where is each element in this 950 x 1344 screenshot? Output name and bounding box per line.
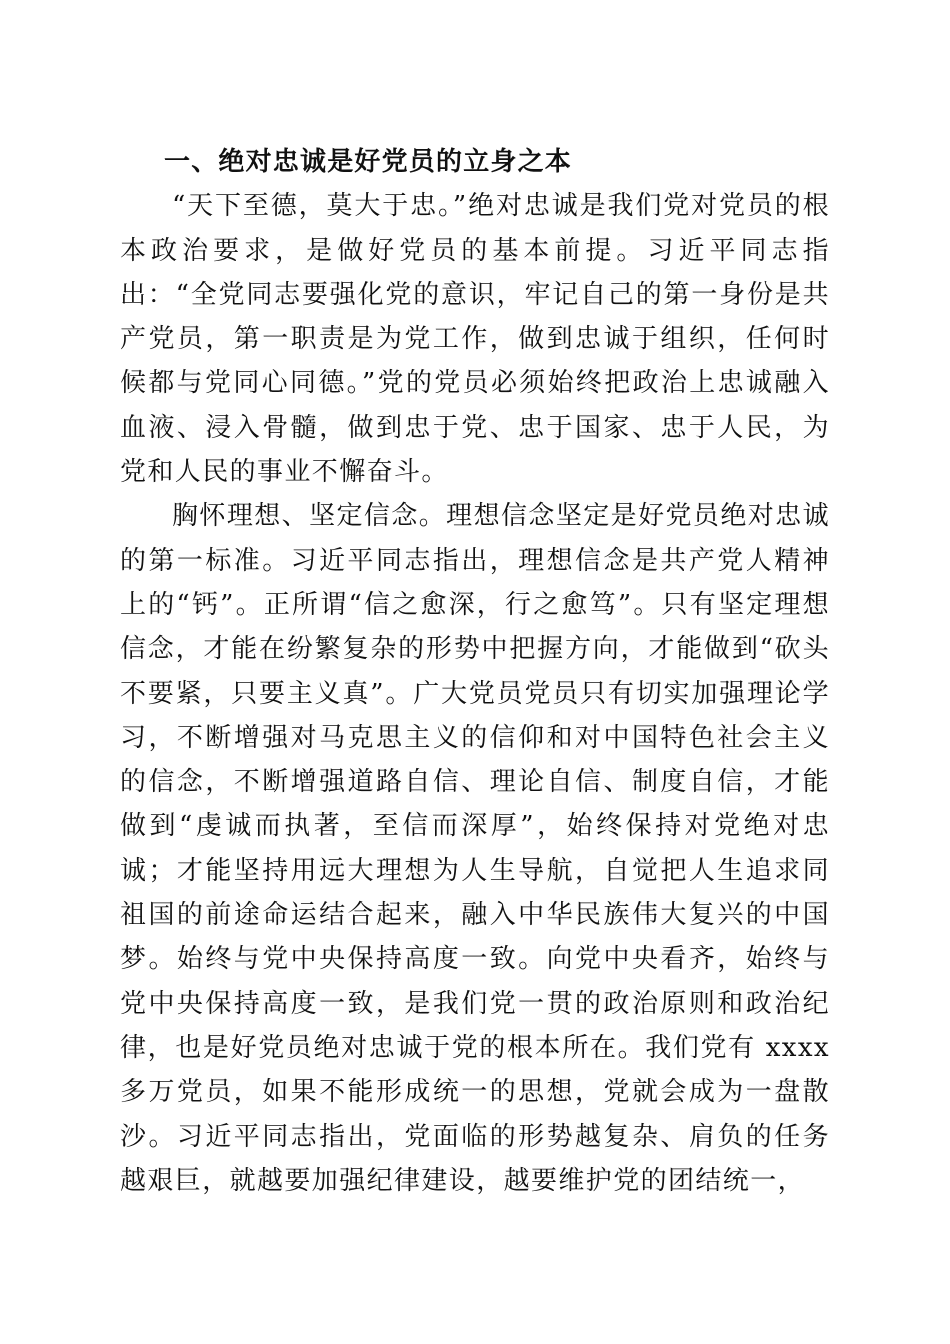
document-body <box>120 140 830 1203</box>
section-heading: 一、绝对忠诚是好党员的立身之本 <box>164 147 573 177</box>
paragraph-ideals-beliefs: 胸怀理想、坚定信念。理想信念坚定是好党员绝对忠诚的第一标准。习近平同志指出，理想信念是共产党人精神上的“钙”。正所谓“信之愈深，行之愈笃”。只有坚定理想信念，才能在纷繁复杂的形势中把握方向，才能做到“砍头不要紧，只要主义真”。广大党员党员只有切实加强理论学习，不断增强对马克思主义的信仰和对中国特色社会主义的信念，不断增强道路自信、理论自信、制度自信，才能做到“虔诚而执著，至信而深厚”，始终保持对党绝对忠诚；才能坚持用远大理想为人生导航，自觉把人生追求同祖国的前途命运结合起来，融入中华民族伟大复兴的中国梦。始终与党中央保持高度一致。向党中央看齐，始终与党中央保持高度一致，是我们党一贯的政治原则和政治纪律，也是好党员绝对忠诚于党的根本所在。我们党有 xxxx 多万党员，如果不能形成统一的思想，党就会成为一盘散沙。习近平同志指出，党面临的形势越复杂、肩负的任务越艰巨，就越要加强纪律建设，越要维护党的团结统一， <box>120 501 830 1196</box>
paragraph-loyalty-intro: “天下至德，莫大于忠。”绝对忠诚是我们党对党员的根本政治要求，是做好党员的基本前提。习近平同志指出：“全党同志要强化党的意识，牢记自己的第一身份是共产党员，第一职责是为党工作，做到忠诚于组织，任何时候都与党同心同德。”党的党员必须始终把政治上忠诚融入血液、浸入骨髓，做到忠于党、忠于国家、忠于人民，为党和人民的事业不懈奋斗。 <box>120 191 830 488</box>
